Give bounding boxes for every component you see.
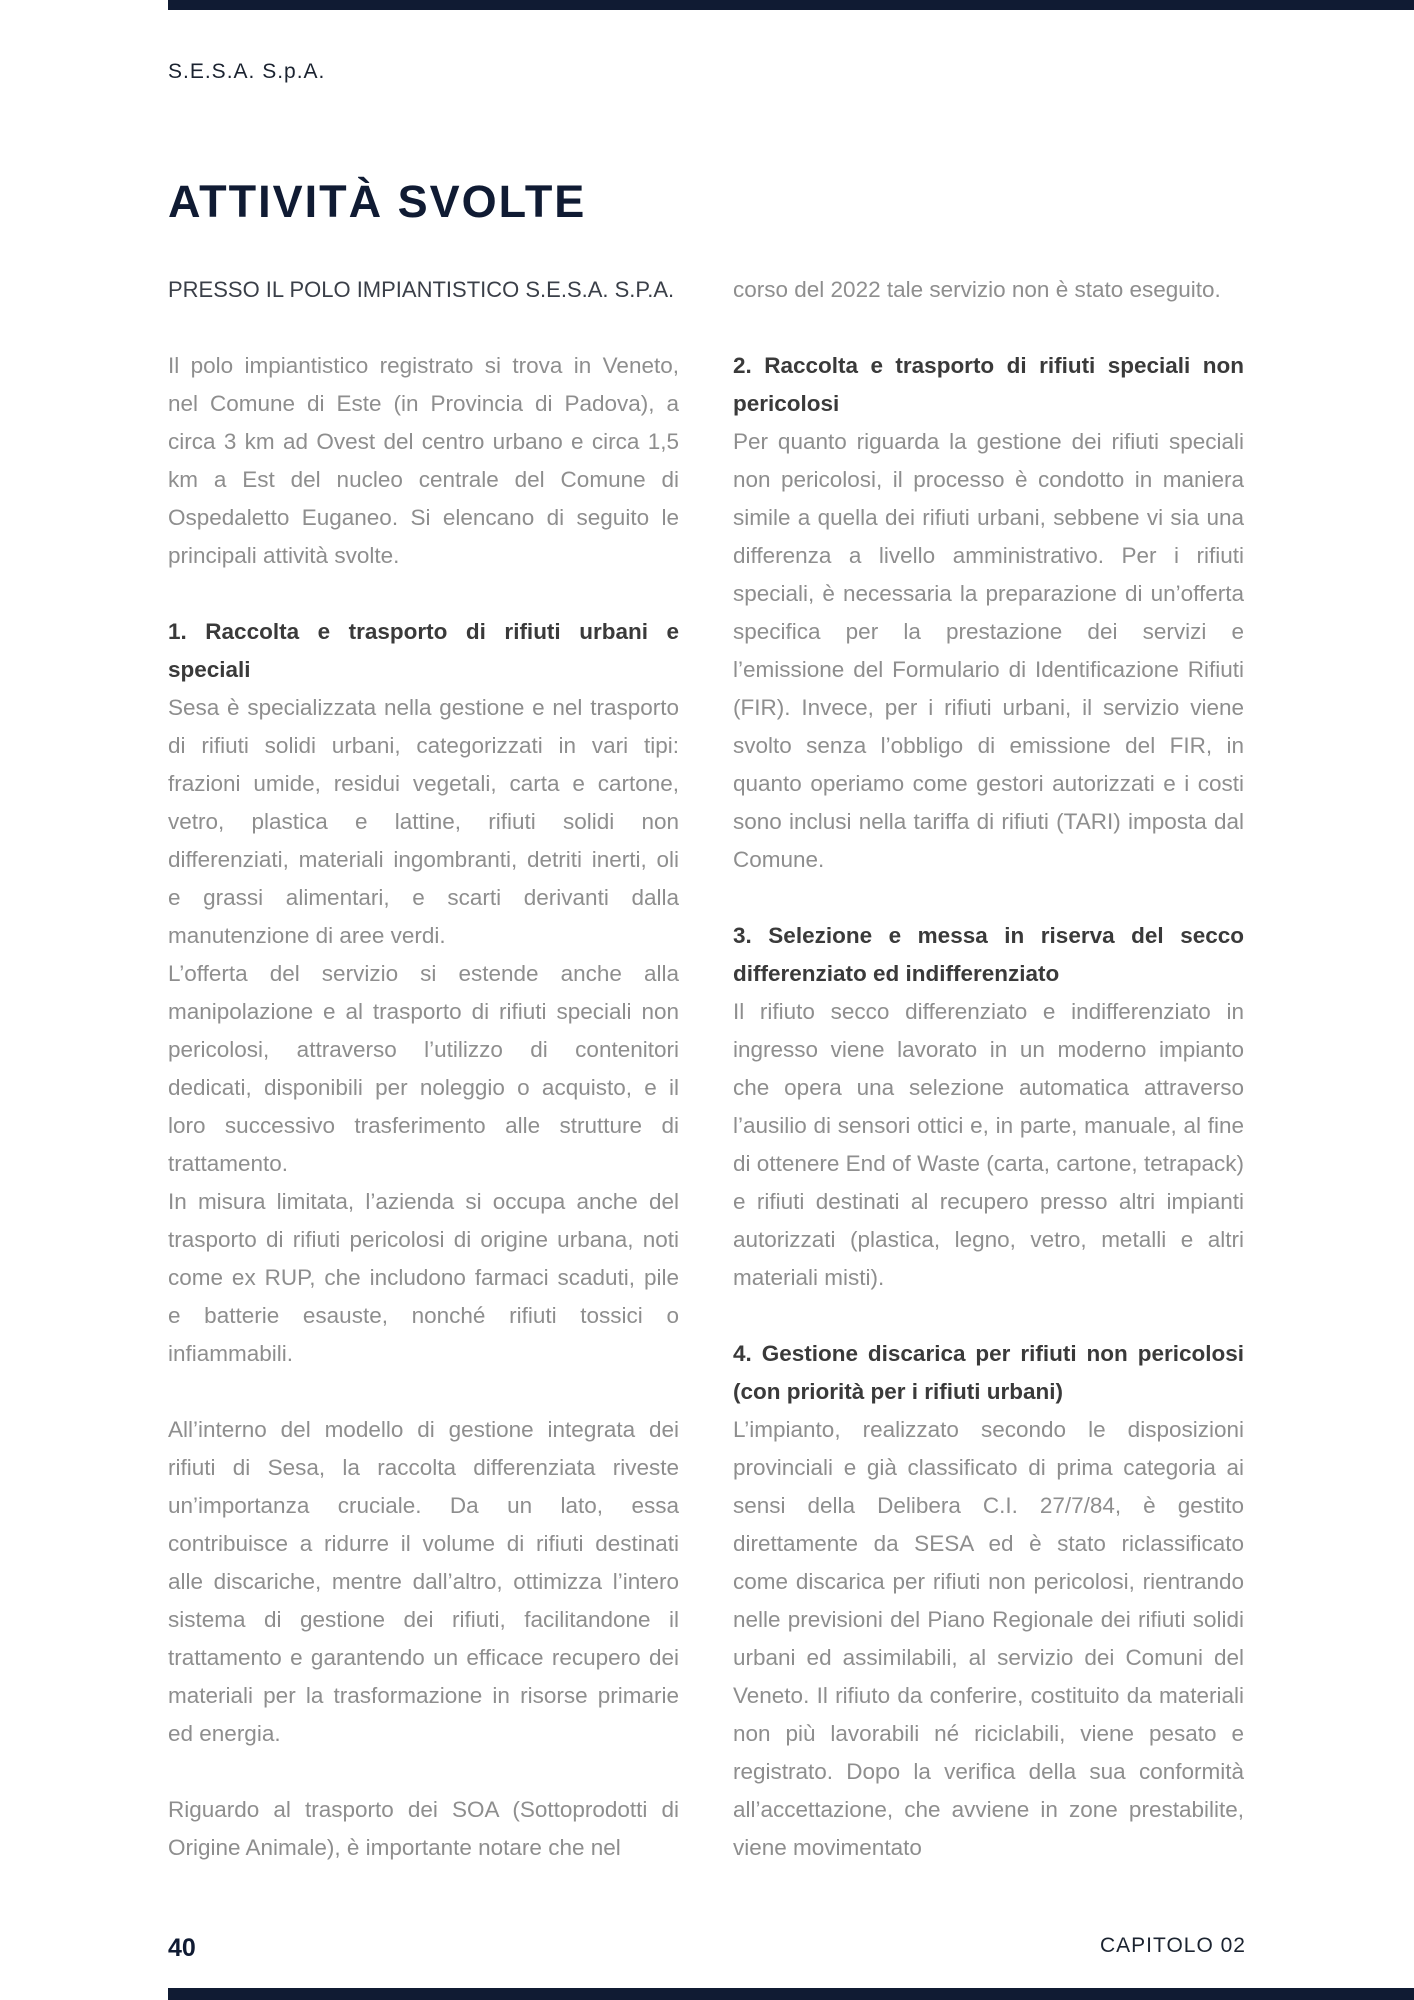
right-column bbox=[733, 271, 1244, 1867]
section-1-heading: 1. Raccolta e trasporto di rifiuti urbani e speciali bbox=[168, 619, 679, 682]
section-1-paragraph-1: Sesa è specializzata nella gestione e nel trasporto di rifiuti solidi urbani, categorizzati in vari tipi: frazioni umide, residui vegetali, carta e cartone, vetro, plastica e lattine, rifiuti solidi non differenziati, materiali ingombranti, detriti inerti, oli e grassi alimentari, e scarti derivanti dalla manutenzione di aree verdi. bbox=[168, 695, 679, 948]
section-4-paragraph: L’impianto, realizzato secondo le disposizioni provinciali e già classificato di prima categoria ai sensi della Delibera C.I. 27/7/84, è gestito direttamente da SESA ed è stato riclassificato come discarica per rifiuti non pericolosi, rientrando nelle previsioni del Piano Regionale dei rifiuti solidi urbani ed assimilabili, al servizio dei Comuni del Veneto. Il rifiuto da conferire, costituito da materiali non più lavorabili né riciclabili, viene pesato e registrato. Dopo la verifica della sua conformità all’accettazione, che avviene in zone prestabilite, viene movimentato bbox=[733, 1417, 1244, 1860]
section-1-paragraph-3: In misura limitata, l’azienda si occupa anche del trasporto di rifiuti pericolosi di origine urbana, noti come ex RUP, che includono farmaci scaduti, pile e batterie esauste, nonché rifiuti tossici o infiammabili. bbox=[168, 1189, 679, 1366]
company-name: S.E.S.A. S.p.A. bbox=[168, 60, 326, 83]
section-1-paragraph-4: All’interno del modello di gestione integrata dei rifiuti di Sesa, la raccolta differenziata riveste un’importanza cruciale. Da un lato, essa contribuisce a ridurre il volume di rifiuti destinati alle discariche, mentre dall’altro, ottimizza l’intero sistema di gestione dei rifiuti, facilitandone il trattamento e garantendo un efficace recupero dei materiali per la trasformazione in risorse primarie ed energia. bbox=[168, 1417, 679, 1746]
section-1-paragraph-2: L’offerta del servizio si estende anche alla manipolazione e al trasporto di rifiuti speciali non pericolosi, attraverso l’utilizzo di contenitori dedicati, disponibili per noleggio o acquisto, e il loro successivo trasferimento alle strutture di trattamento. bbox=[168, 961, 679, 1176]
section-4-heading: 4. Gestione discarica per rifiuti non pericolosi (con priorità per i rifiuti urbani) bbox=[733, 1341, 1244, 1404]
continuation-paragraph: corso del 2022 tale servizio non è stato eseguito. bbox=[733, 277, 1221, 302]
bottom-accent-bar bbox=[168, 1988, 1414, 2000]
section-3-heading: 3. Selezione e messa in riserva del secco differenziato ed indifferenziato bbox=[733, 923, 1244, 986]
top-accent-bar bbox=[168, 0, 1414, 10]
section-3-paragraph: Il rifiuto secco differenziato e indifferenziato in ingresso viene lavorato in un moderno impianto che opera una selezione automatica attraverso l’ausilio di sensori ottici e, in parte, manuale, al fine di ottenere End of Waste (carta, cartone, tetrapack) e rifiuti destinati al recupero presso altri impianti autorizzati (plastica, legno, vetro, metalli e altri materiali misti). bbox=[733, 999, 1244, 1290]
page-title: ATTIVITÀ SVOLTE bbox=[168, 176, 587, 227]
section-2-paragraph: Per quanto riguarda la gestione dei rifiuti speciali non pericolosi, il processo è condotto in maniera simile a quella dei rifiuti urbani, sebbene vi sia una differenza a livello amministrativo. Per i rifiuti speciali, è necessaria la preparazione di un’offerta specifica per la prestazione dei servizi e l’emissione del Formulario di Identificazione Rifiuti (FIR). Invece, per i rifiuti urbani, il servizio viene svolto senza l’obbligo di emissione del FIR, in quanto operiamo come gestori autorizzati e i costi sono inclusi nella tariffa di rifiuti (TARI) imposta dal Comune. bbox=[733, 429, 1244, 872]
intro-paragraph: Il polo impiantistico registrato si trova in Veneto, nel Comune di Este (in Provincia di Padova), a circa 3 km ad Ovest del centro urbano e circa 1,5 km a Est del nucleo centrale del Comune di Ospedaletto Euganeo. Si elencano di seguito le principali attività svolte. bbox=[168, 353, 679, 568]
left-column bbox=[168, 271, 679, 1867]
section-1-paragraph-5: Riguardo al trasporto dei SOA (Sottoprodotti di Origine Animale), è importante notare che nel bbox=[168, 1797, 679, 1860]
section-subtitle: PRESSO IL POLO IMPIANTISTICO S.E.S.A. S.P.A. bbox=[168, 277, 675, 302]
chapter-label: CAPITOLO 02 bbox=[1099, 1934, 1246, 1957]
section-2-heading: 2. Raccolta e trasporto di rifiuti speciali non pericolosi bbox=[733, 353, 1244, 416]
page-number: 40 bbox=[168, 1934, 196, 1962]
